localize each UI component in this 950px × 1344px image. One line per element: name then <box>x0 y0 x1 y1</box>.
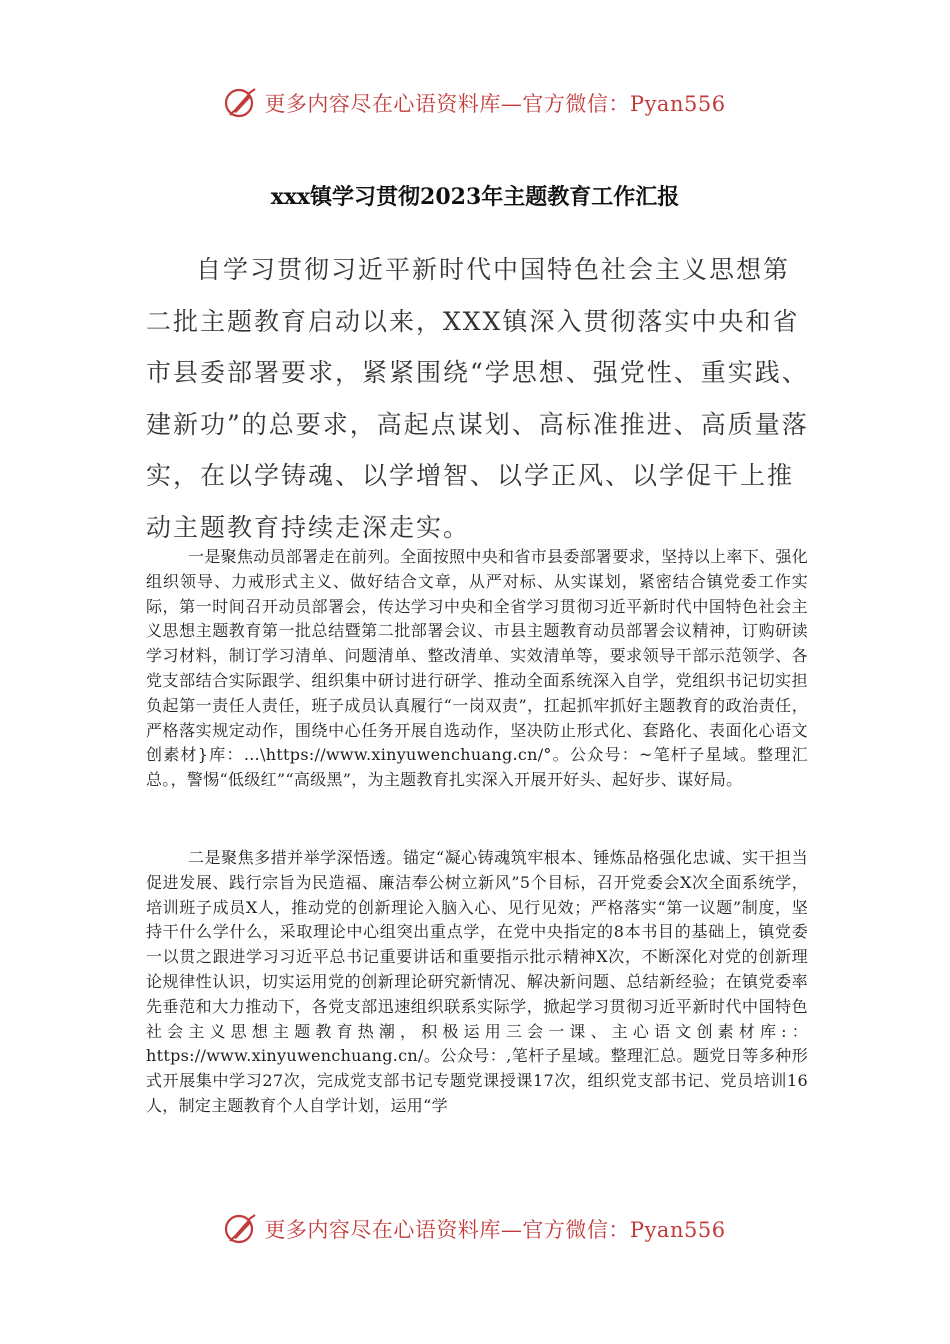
body-paragraph-1: 一是聚焦动员部署走在前列。全面按照中央和省市县委部署要求，坚持以上率下、强化组织领导、力戒形式主义、做好结合文章，从严对标、从实谋划，紧密结合镇党委工作实际，第一时间召开动员部署会，传达学习中央和全省学习贯彻习近平新时代中国特色社会主义思想主题教育第一批总结暨第二批部署会议、市县主题教育动员部署会议精神，订购研读学习材料，制订学习清单、问题清单、整改清单、实效清单等，要求领导干部示范领学、各党支部结合实际跟学、组织集中研讨进行研学、推动全面系统深入自学，党组织书记切实担负起第一责任人责任，班子成员认真履行“一岗双责”，扛起抓牢抓好主题教育的政治责任，严格落实规定动作，围绕中心任务开展自选动作，坚决防止形式化、套路化、表面化心语文创素材}库：…\https://www.xinyuwenchuang.cn/°。公众号：~笔杆子星域。整理汇总。，警惕“低级红”“高级黑”，为主题教育扎实深入开展开好头、起好步、谋好局。 <box>146 547 808 790</box>
body-paragraph-2: 二是聚焦多措并举学深悟透。锚定“凝心铸魂筑牢根本、锤炼品格强化忠诚、实干担当促进发展、践行宗旨为民造福、廉洁奉公树立新风”5个目标，召开党委会X次全面系统学，培训班子成员X人，推动党的创新理论入脑入心、见行见效；严格落实“第一议题”制度，坚持干什么学什么，采取理论中心组突出重点学，在党中央指定的8本书目的基础上，镇党委一以贯之跟进学习习近平总书记重要讲话和重要指示批示精神X次，不断深化对党的创新理论规律性认识，切实运用党的创新理论研究新情况、解决新问题、总结新经验；在镇党委率先垂范和大力推动下，各党支部迅速组织联系实际学，掀起学习贯彻习近平新时代中国特色社会主义思想主题教育热潮，积极运用三会一课、主心语文创素材库:：https://www.xinyuwenchuang.cn/。公众号：,笔杆子星域。整理汇总。题党日等多种形式开展集中学习27次，完成党支部书记专题党课授课17次，组织党支部书记、党员培训16人，制定主题教育个人自学计划，运用“学 <box>146 848 808 1115</box>
document-title: xxx镇学习贯彻2023年主题教育工作汇报 <box>270 184 680 210</box>
watermark-text: 更多内容尽在心语资料库—官方微信：Pyan556 <box>264 92 726 116</box>
quill-logo-icon <box>224 1212 258 1246</box>
watermark-text: 更多内容尽在心语资料库—官方微信：Pyan556 <box>264 1218 726 1242</box>
quill-logo-icon <box>224 86 258 120</box>
lead-paragraph: 自学习贯彻习近平新时代中国特色社会主义思想第二批主题教育启动以来，XXX镇深入贯彻落实中央和省市县委部署要求，紧紧围绕“学思想、强党性、重实践、建新功”的总要求，高起点谋划、高标准推进、高质量落实，在以学铸魂、以学增智、以学正风、以学促干上推动主题教育持续走深走实。 <box>146 255 809 542</box>
header-watermark-banner <box>0 79 950 127</box>
footer-watermark-banner <box>0 1205 950 1253</box>
